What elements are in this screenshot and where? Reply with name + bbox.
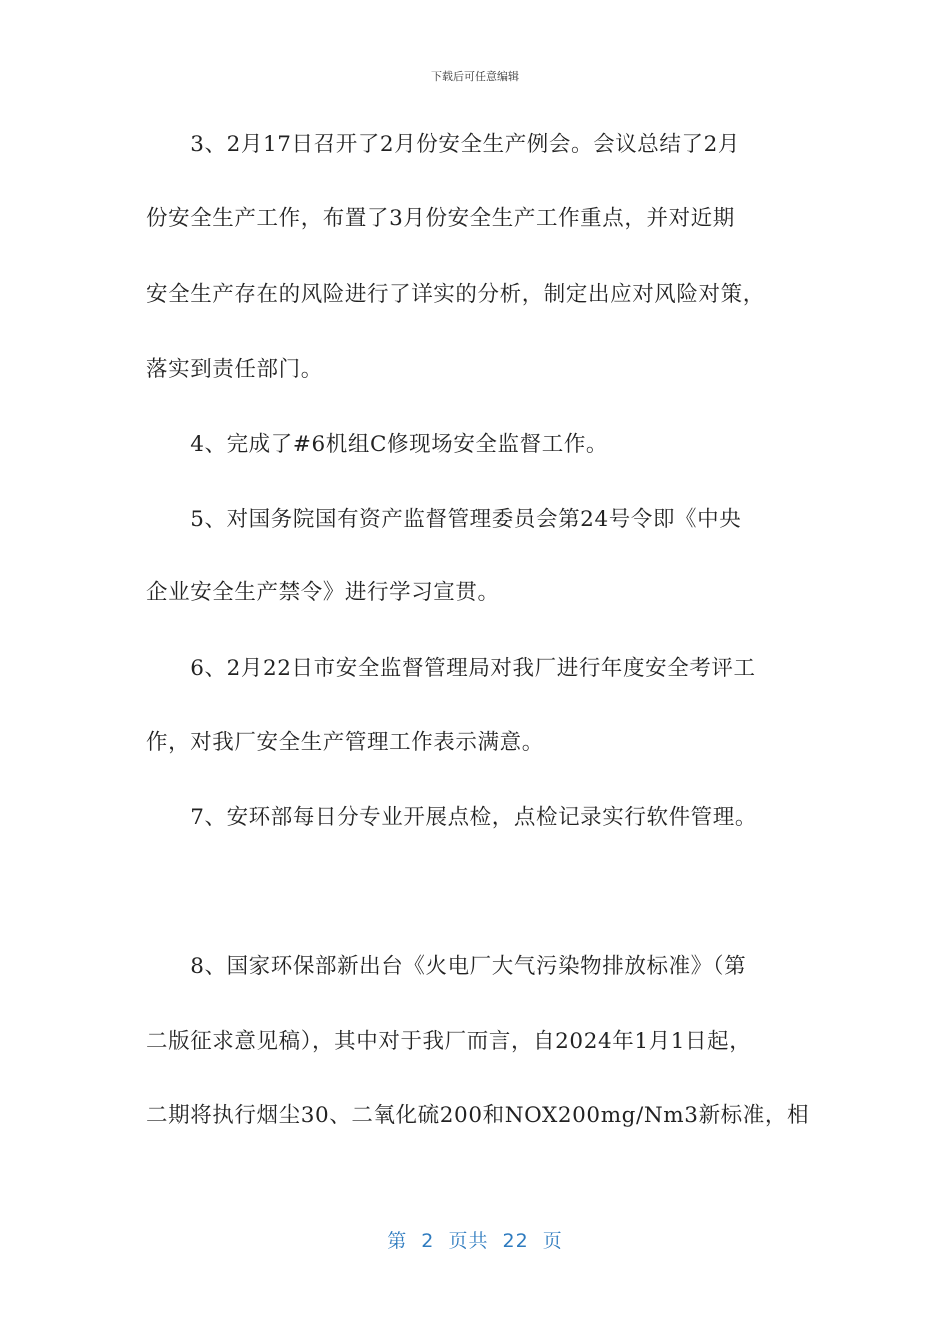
paragraph-6-line-1: 6、2月22日市安全监督管理局对我厂进行年度安全考评工 <box>146 656 756 681</box>
paragraph-5-line-1: 5、对国务院国有资产监督管理委员会第24号令即《中央 <box>146 507 742 532</box>
paragraph-7-line-1: 7、安环部每日分专业开展点检，点检记录实行软件管理。 <box>146 805 757 830</box>
page-number-footer: 第 2 页共 22 页 <box>387 1230 563 1252</box>
paragraph-3-line-1: 3、2月17日召开了2月份安全生产例会。会议总结了2月 <box>146 132 740 157</box>
paragraph-3-line-3: 安全生产存在的风险进行了详实的分析，制定出应对风险对策， <box>146 282 765 307</box>
paragraph-5-line-2: 企业安全生产禁令》进行学习宣贯。 <box>146 580 500 605</box>
paragraph-6-line-2: 作，对我厂安全生产管理工作表示满意。 <box>146 730 544 755</box>
paragraph-4-line-1: 4、完成了#6机组C修现场安全监督工作。 <box>146 432 609 457</box>
paragraph-8-line-2: 二版征求意见稿），其中对于我厂而言，自2024年1月1日起， <box>146 1029 752 1054</box>
paragraph-3-line-2: 份安全生产工作，布置了3月份安全生产工作重点，并对近期 <box>146 206 735 231</box>
page-header: 下载后可任意编辑 <box>431 70 519 83</box>
paragraph-8-line-1: 8、国家环保部新出台《火电厂大气污染物排放标准》（第 <box>146 954 747 979</box>
paragraph-3-line-4: 落实到责任部门。 <box>146 357 323 382</box>
paragraph-8-line-3: 二期将执行烟尘30、二氧化硫200和NOX200mg/Nm3新标准，相 <box>146 1103 810 1128</box>
